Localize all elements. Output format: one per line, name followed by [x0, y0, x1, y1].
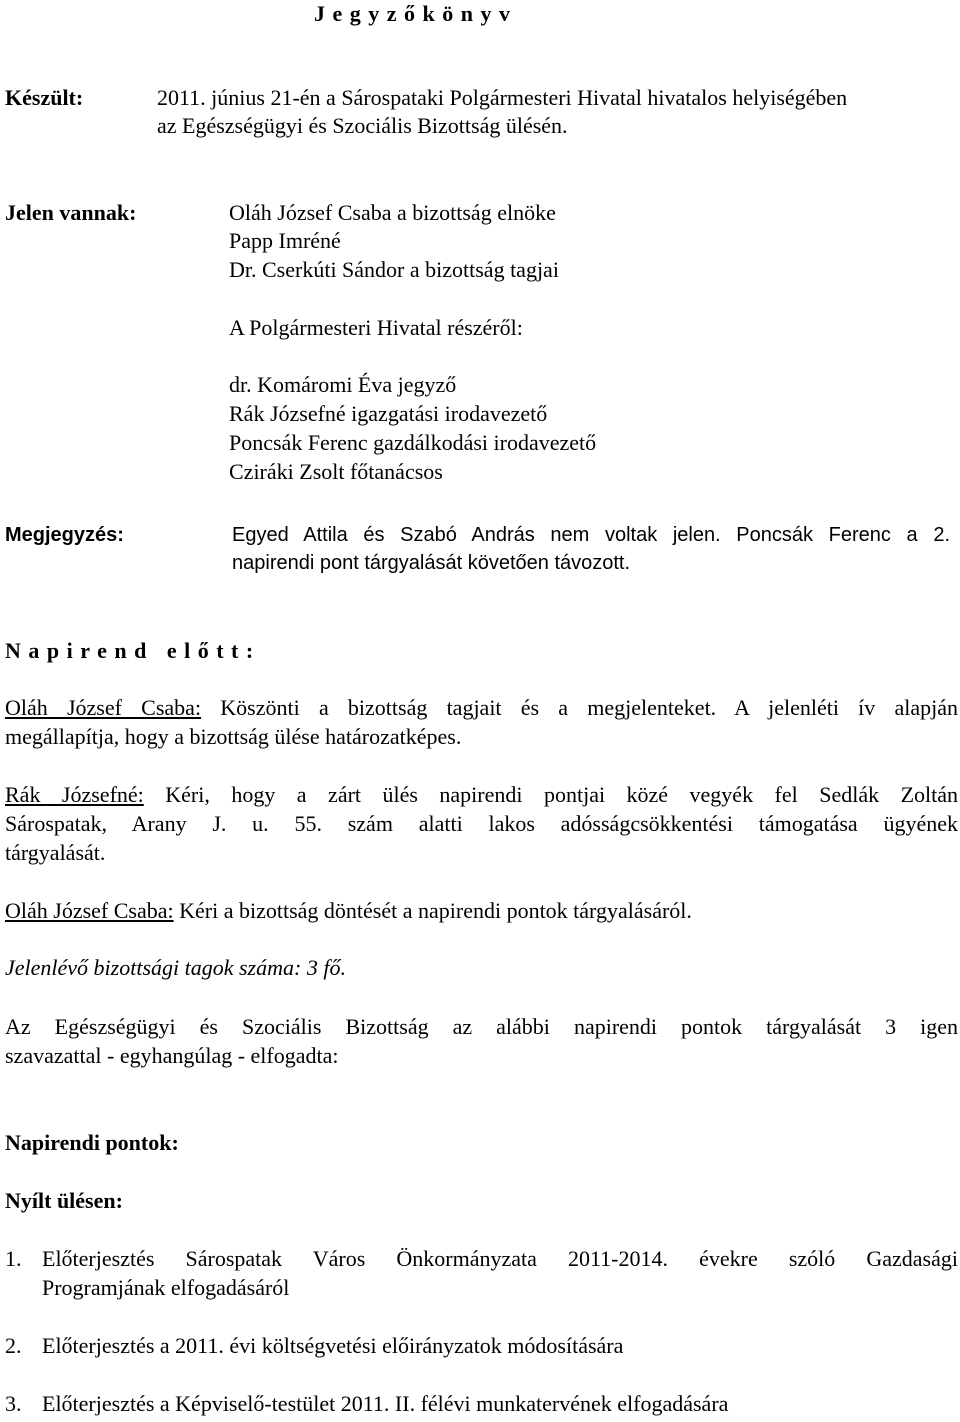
paragraph-3-line: [5, 897, 692, 925]
agenda-item-1-line-1: Előterjesztés Sárospatak Város Önkormányzata 2011-2014. évekre szóló Gazdasági: [42, 1246, 958, 1271]
megjegyzes-line-2: napirendi pont tárgyalását követően távozott.: [232, 552, 631, 574]
speaker-olah-2: Oláh József Csaba:: [5, 898, 174, 923]
keszult-line-2: az Egészségügyi és Szociális Bizottság ülésén.: [157, 113, 568, 138]
paragraph-4-line-2: szavazattal - egyhangúlag - elfogadta:: [5, 1043, 339, 1068]
paragraph-2-line-3: tárgyalását.: [5, 840, 106, 865]
napirend-elott-heading: N a p i r e n d e l ő t t :: [5, 638, 255, 663]
nyilt-ulesen-heading: Nyílt ülésen:: [5, 1188, 123, 1213]
member-3: Dr. Cserkúti Sándor a bizottság tagjai: [229, 257, 559, 282]
paragraph-2-line-2: Sárospatak, Arany J. u. 55. szám alatti lakos adósságcsökkentési támogatása ügyének: [5, 811, 958, 836]
keszult-label: Készült:: [5, 85, 84, 110]
jelenlevo-tagok: Jelenlévő bizottsági tagok száma: 3 fő.: [5, 955, 346, 980]
member-2: Papp Imréné: [229, 228, 341, 253]
agenda-item-3-number: 3.: [5, 1391, 22, 1416]
napirendi-pontok-heading: Napirendi pontok:: [5, 1130, 179, 1155]
document-title: J e g y z ő k ö n y v: [314, 1, 511, 26]
speaker-rak: Rák Józsefné:: [5, 782, 144, 807]
paragraph-1-line-1: [5, 694, 958, 722]
agenda-item-3-line-1: Előterjesztés a Képviselő-testület 2011. II. félévi munkatervének elfogadására: [42, 1391, 729, 1416]
megjegyzes-line-1: Egyed Attila és Szabó András nem voltak jelen. Poncsák Ferenc a 2.: [232, 524, 950, 546]
agenda-item-1-line-2: Programjának elfogadásáról: [42, 1275, 290, 1300]
paragraph-3-text: Kéri a bizottság döntését a napirendi pontok tárgyalásáról.: [179, 898, 692, 923]
office-member-3: Poncsák Ferenc gazdálkodási irodavezető: [229, 430, 597, 455]
megjegyzes-label: Megjegyzés:: [5, 524, 124, 546]
agenda-item-2-line-1: Előterjesztés a 2011. évi költségvetési előirányzatok módosítására: [42, 1333, 624, 1358]
paragraph-1-line-2: megállapítja, hogy a bizottság ülése határozatképes.: [5, 724, 462, 749]
speaker-olah-1: Oláh József Csaba:: [5, 695, 202, 720]
office-heading: A Polgármesteri Hivatal részéről:: [229, 315, 523, 340]
agenda-item-2-number: 2.: [5, 1333, 22, 1358]
keszult-line-1: 2011. június 21-én a Sárospataki Polgármesteri Hivatal hivatalos helyiségében: [157, 85, 848, 110]
agenda-item-1-number: 1.: [5, 1246, 22, 1271]
office-member-1: dr. Komáromi Éva jegyző: [229, 372, 457, 397]
office-member-2: Rák Józsefné igazgatási irodavezető: [229, 401, 548, 426]
paragraph-1-text-1: Köszönti a bizottság tagjait és a megjelenteket. A jelenléti ív alapján: [220, 695, 958, 720]
paragraph-2-text-1: Kéri, hogy a zárt ülés napirendi pontjai közé vegyék fel Sedlák Zoltán: [165, 782, 959, 807]
jelen-label: Jelen vannak:: [5, 200, 137, 225]
paragraph-4-line-1: Az Egészségügyi és Szociális Bizottság az alábbi napirendi pontok tárgyalását 3 igen: [5, 1014, 958, 1039]
paragraph-2-line-1: [5, 781, 958, 809]
office-member-4: Cziráki Zsolt főtanácsos: [229, 459, 443, 484]
member-1: Oláh József Csaba a bizottság elnöke: [229, 200, 556, 225]
